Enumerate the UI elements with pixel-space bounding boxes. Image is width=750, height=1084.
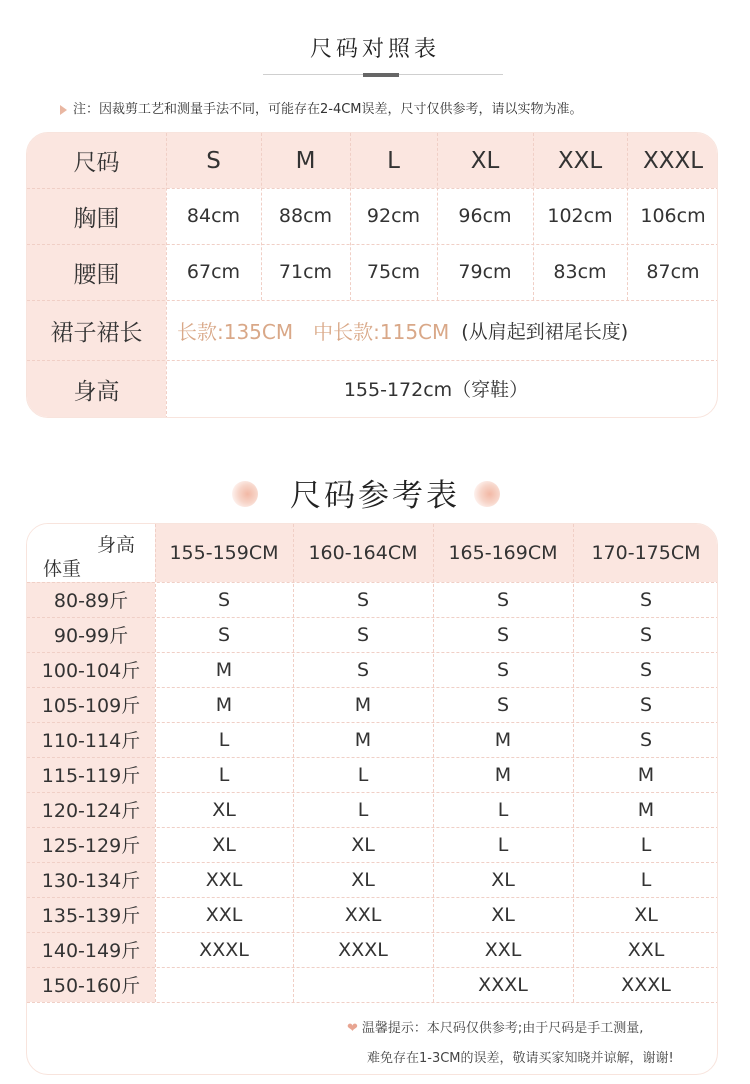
row-divider bbox=[27, 687, 718, 688]
chest-cell: 84cm bbox=[186, 205, 241, 227]
size-recommendation-cell: S bbox=[496, 693, 510, 716]
row-divider bbox=[27, 932, 718, 933]
size-header-m: M bbox=[295, 147, 316, 174]
size-recommendation-cell: XL bbox=[491, 868, 515, 891]
size-recommendation-cell: S bbox=[496, 658, 510, 681]
size-recommendation-cell: L bbox=[357, 798, 369, 821]
length-row bbox=[177, 300, 717, 360]
size-header-l: L bbox=[387, 147, 400, 174]
row-divider bbox=[27, 1002, 718, 1003]
waist-cell: 79cm bbox=[458, 261, 512, 283]
size-recommendation-cell: XXXL bbox=[478, 973, 528, 996]
length-mid: 中长款:115CM bbox=[313, 319, 450, 344]
size-recommendation-cell: L bbox=[357, 763, 369, 786]
row-divider bbox=[27, 757, 718, 758]
col-divider bbox=[155, 524, 156, 1002]
title-divider-accent bbox=[363, 73, 399, 77]
size-recommendation-cell: S bbox=[639, 623, 653, 646]
size-comparison-table bbox=[26, 132, 718, 418]
height-header: 165-169CM bbox=[448, 542, 558, 564]
size-recommendation-cell: XL bbox=[351, 833, 375, 856]
size-recommendation-cell: S bbox=[639, 588, 653, 611]
row-label-length: 裙子裙长 bbox=[50, 319, 143, 346]
triangle-bullet-icon bbox=[60, 105, 67, 115]
size-recommendation-cell: L bbox=[218, 728, 230, 751]
row-divider bbox=[27, 188, 718, 189]
size-recommendation-cell: XL bbox=[351, 868, 375, 891]
length-note: (从肩起到裙尾长度) bbox=[461, 320, 629, 343]
size-recommendation-cell: M bbox=[215, 693, 233, 716]
size-recommendation-cell: S bbox=[639, 658, 653, 681]
waist-cell: 71cm bbox=[278, 261, 333, 283]
row-divider bbox=[27, 862, 718, 863]
size-recommendation-cell: XXXL bbox=[338, 938, 388, 961]
size-header-s: S bbox=[206, 147, 221, 174]
weight-label: 80-89斤 bbox=[53, 590, 129, 612]
size-recommendation-cell: XXL bbox=[205, 903, 243, 926]
chest-cell: 106cm bbox=[640, 205, 706, 227]
size-recommendation-cell: S bbox=[356, 623, 370, 646]
size-recommendation-cell: S bbox=[356, 658, 370, 681]
weight-label: 115-119斤 bbox=[41, 765, 141, 787]
col-divider bbox=[627, 133, 628, 300]
size-recommendation-cell bbox=[293, 967, 433, 1002]
size-header-xl: XL bbox=[470, 147, 500, 174]
size-recommendation-cell: XXL bbox=[484, 938, 522, 961]
waist-cell: 67cm bbox=[186, 261, 241, 283]
row-label-waist: 腰围 bbox=[73, 261, 120, 288]
height-header: 155-159CM bbox=[169, 542, 279, 564]
size-recommendation-cell: S bbox=[356, 588, 370, 611]
size-recommendation-cell: S bbox=[496, 623, 510, 646]
weight-label: 110-114斤 bbox=[41, 730, 141, 752]
chest-cell: 96cm bbox=[458, 205, 512, 227]
row-divider bbox=[27, 360, 718, 361]
row-divider bbox=[27, 300, 718, 301]
size-recommendation-cell: S bbox=[496, 588, 510, 611]
col-divider bbox=[350, 133, 351, 300]
size-recommendation-cell: L bbox=[218, 763, 230, 786]
size-header-xxl: XXL bbox=[557, 147, 603, 174]
size-recommendation-cell: XXL bbox=[627, 938, 665, 961]
row-divider bbox=[27, 792, 718, 793]
heart-icon: ❤ bbox=[347, 1021, 358, 1036]
size-recommendation-cell: M bbox=[354, 693, 372, 716]
tip-line-1-text: 温馨提示：本尺码仅供参考;由于尺码是手工测量, bbox=[361, 1021, 644, 1036]
row-divider bbox=[27, 967, 718, 968]
col-divider bbox=[433, 524, 434, 1002]
measurement-note bbox=[60, 98, 720, 117]
decor-dot-right-icon bbox=[474, 481, 500, 507]
size-recommendation-cell: M bbox=[494, 728, 512, 751]
col-divider bbox=[437, 133, 438, 300]
weight-label: 125-129斤 bbox=[41, 835, 141, 857]
col-divider bbox=[533, 133, 534, 300]
corner-height-label: 身高 bbox=[97, 534, 136, 556]
size-recommendation-cell: M bbox=[215, 658, 233, 681]
row-label-height: 身高 bbox=[73, 379, 120, 405]
size-recommendation-cell: M bbox=[637, 763, 655, 786]
weight-label: 120-124斤 bbox=[41, 800, 141, 822]
height-value: 155-172cm（穿鞋） bbox=[343, 379, 529, 401]
measurement-note-text: 注：因裁剪工艺和测量手法不同，可能存在2-4CM误差，尺寸仅供参考，请以实物为准。 bbox=[73, 102, 583, 117]
col-divider bbox=[293, 524, 294, 1002]
row-divider bbox=[27, 582, 718, 583]
row-label-size: 尺码 bbox=[73, 150, 120, 176]
tip-line-1 bbox=[347, 1017, 717, 1036]
corner-weight-label: 体重 bbox=[43, 558, 82, 580]
size-recommendation-cell: M bbox=[494, 763, 512, 786]
size-recommendation-cell: XXXL bbox=[199, 938, 249, 961]
size-recommendation-cell: M bbox=[354, 728, 372, 751]
waist-cell: 75cm bbox=[366, 261, 421, 283]
size-recommendation-cell bbox=[155, 967, 293, 1002]
weight-label: 90-99斤 bbox=[53, 625, 129, 647]
col-divider bbox=[261, 133, 262, 300]
corner-cell bbox=[27, 524, 155, 582]
size-recommendation-cell: XL bbox=[212, 798, 236, 821]
row-label-chest: 胸围 bbox=[73, 205, 120, 232]
chest-cell: 92cm bbox=[366, 205, 421, 227]
height-header: 170-175CM bbox=[591, 542, 701, 564]
size-recommendation-cell: S bbox=[217, 588, 231, 611]
size-recommendation-cell: L bbox=[497, 798, 509, 821]
tip-line-2: 难免存在1-3CM的误差，敬请买家知晓并谅解，谢谢! bbox=[367, 1051, 674, 1066]
size-recommendation-cell: S bbox=[217, 623, 231, 646]
size-chart-title: 尺码对照表 bbox=[309, 37, 440, 62]
size-recommendation-cell: L bbox=[640, 833, 652, 856]
size-recommendation-cell: M bbox=[637, 798, 655, 821]
size-recommendation-cell: XXXL bbox=[621, 973, 671, 996]
weight-label: 135-139斤 bbox=[41, 905, 141, 927]
size-header-xxxl: XXXL bbox=[642, 147, 704, 174]
row-divider bbox=[27, 827, 718, 828]
size-recommendation-cell: S bbox=[639, 728, 653, 751]
size-recommendation-cell: L bbox=[497, 833, 509, 856]
size-recommendation-cell: XL bbox=[491, 903, 515, 926]
col-divider bbox=[166, 133, 167, 418]
size-recommendation-cell: XL bbox=[212, 833, 236, 856]
size-recommendation-cell: XL bbox=[634, 903, 658, 926]
row-divider bbox=[27, 244, 718, 245]
size-reference-table bbox=[26, 523, 718, 1075]
waist-cell: 87cm bbox=[646, 261, 700, 283]
row-divider bbox=[27, 617, 718, 618]
weight-label: 100-104斤 bbox=[41, 660, 141, 682]
height-header: 160-164CM bbox=[308, 542, 418, 564]
chest-cell: 88cm bbox=[278, 205, 333, 227]
chest-cell: 102cm bbox=[547, 205, 613, 227]
weight-label: 140-149斤 bbox=[41, 940, 141, 962]
size-recommendation-cell: S bbox=[639, 693, 653, 716]
size-recommendation-cell: XXL bbox=[344, 903, 382, 926]
reference-chart-title: 尺码参考表 bbox=[290, 478, 460, 514]
weight-label: 105-109斤 bbox=[41, 695, 141, 717]
weight-label: 130-134斤 bbox=[41, 870, 141, 892]
waist-cell: 83cm bbox=[553, 261, 607, 283]
col-divider bbox=[573, 524, 574, 1002]
row-divider bbox=[27, 722, 718, 723]
row-divider bbox=[27, 897, 718, 898]
length-long: 长款:135CM bbox=[177, 319, 294, 344]
weight-label: 150-160斤 bbox=[41, 975, 141, 997]
size-recommendation-cell: L bbox=[640, 868, 652, 891]
size-recommendation-cell: XXL bbox=[205, 868, 243, 891]
row-divider bbox=[27, 652, 718, 653]
